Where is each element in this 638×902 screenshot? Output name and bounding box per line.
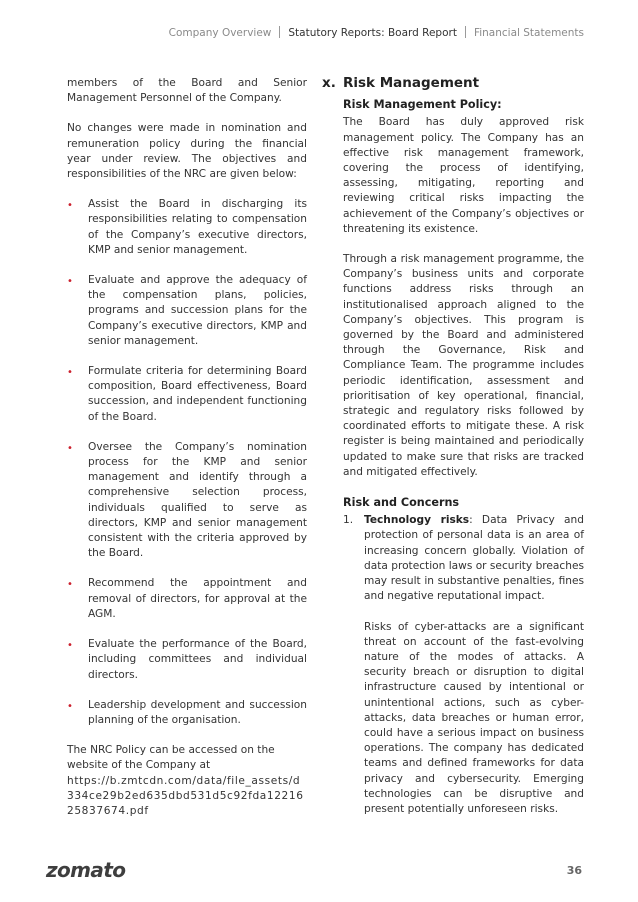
nav-separator — [279, 26, 280, 38]
bullet-icon: • — [67, 579, 73, 591]
item-number: 1. — [343, 514, 354, 527]
bullet-icon: • — [67, 640, 73, 652]
left-column — [67, 76, 307, 819]
bullet-icon: • — [67, 367, 73, 379]
nrc-policy-text: The NRC Policy can be accessed on the website of the Company at — [67, 744, 275, 772]
nav-statutory-reports[interactable]: Statutory Reports: Board Report — [288, 27, 457, 39]
risk-policy-block — [343, 97, 584, 817]
risk-policy-heading: Risk Management Policy: — [343, 98, 502, 112]
technology-risks-text: : Data Privacy and protection of personal data is an area of increasing concern globally. Violation of data protection laws or security breaches may result in substantive penalties, fines and negative reputational impact. — [364, 514, 585, 603]
bullet-icon: • — [67, 700, 73, 712]
list-item: • Oversee the Company’s nomination process for the KMP and senior management and identify through a comprehensive selection process, individuals qualified to serve as directors, KMP and senior management consistent with the criteria approved by the Board. — [67, 440, 307, 560]
technology-risks-label: Technology risks — [364, 514, 470, 527]
list-item: • Leadership development and succession planning of the organisation. — [67, 698, 307, 726]
nav-separator — [465, 26, 466, 38]
nav-company-overview[interactable]: Company Overview — [168, 27, 272, 39]
nav-financial-statements[interactable]: Financial Statements — [473, 27, 584, 39]
risk-policy-paragraph-2: Through a risk management programme, the Company’s business units and corporate functions address risks through an institutionalised approach aligned to the Company’s objectives. This program is governed by the Board and administered through the Governance, Risk and Compliance Team. The programme includes periodic identification, assessment and prioritisation of key operational, financial, strategic and regulatory risks followed by coordinated efforts to mitigate these. A risk register is being maintained and periodically updated to make sure that risks are tracked and mitigated effectively. — [343, 253, 584, 478]
section-number: x. — [322, 75, 336, 91]
list-item: • Formulate criteria for determining Board composition, Board effectiveness, Board succession, and independent functioning of the Board. — [67, 365, 307, 423]
risk-policy-paragraph-1: The Board has duly approved risk management policy. The Company has an effective risk management framework, covering the process of identifying, assessing, mitigating, reporting and reviewing critical risks impacting the achievement of the Company’s objectives or threatening its existence. — [343, 116, 584, 235]
list-item: • Recommend the appointment and removal of directors, for approval at the AGM. — [67, 577, 307, 620]
technology-risks-item — [343, 513, 584, 604]
list-item: • Evaluate and approve the adequacy of the compensation plans, policies, programs and succession plans for the Company’s executive directors, KMP and senior management. — [67, 274, 307, 347]
section-heading — [322, 76, 584, 91]
page-number: 36 — [566, 864, 582, 877]
bullet-icon: • — [67, 442, 73, 454]
list-item: • Evaluate the performance of the Board, including committees and individual directors. — [67, 638, 307, 681]
header-breadcrumb-nav — [169, 26, 584, 39]
risk-concerns-heading: Risk and Concerns — [343, 496, 460, 510]
list-item: • Assist the Board in discharging its responsibilities relating to compensation of the Company’s executive directors, KMP and senior management. — [67, 198, 307, 256]
nrc-policy-link[interactable]: https://b.zmtcdn.com/data/file_assets/d334ce29b2ed635dbd531d5c92fda1221625837674.pdf — [67, 774, 304, 817]
cyber-attacks-paragraph: Risks of cyber-attacks are a significant threat on account of the fast-evolving nature of the modes of attacks. A security breach or disruption to digital infrastructure caused by intentional or unintentional actions, such as cyber-attacks, data breaches or human error, could have a serious impact on business operations. The company has dedicated teams and defined frameworks for data privacy and cybersecurity. Emerging technologies can be disruptive and present potentially unforeseen risks. — [364, 620, 584, 815]
nrc-objectives-list — [67, 197, 307, 728]
bullet-icon: • — [67, 200, 73, 212]
zomato-logo: zomato — [46, 858, 126, 882]
paragraph-board-personnel: members of the Board and Senior Management Personnel of the Company. — [67, 77, 307, 105]
right-column — [322, 76, 584, 817]
section-title: Risk Management — [343, 75, 480, 91]
bullet-icon: • — [67, 276, 73, 288]
paragraph-nrc-objectives: No changes were made in nomination and remuneration policy during the financial year under review. The objectives and responsibilities of the NRC are given below: — [67, 122, 307, 181]
